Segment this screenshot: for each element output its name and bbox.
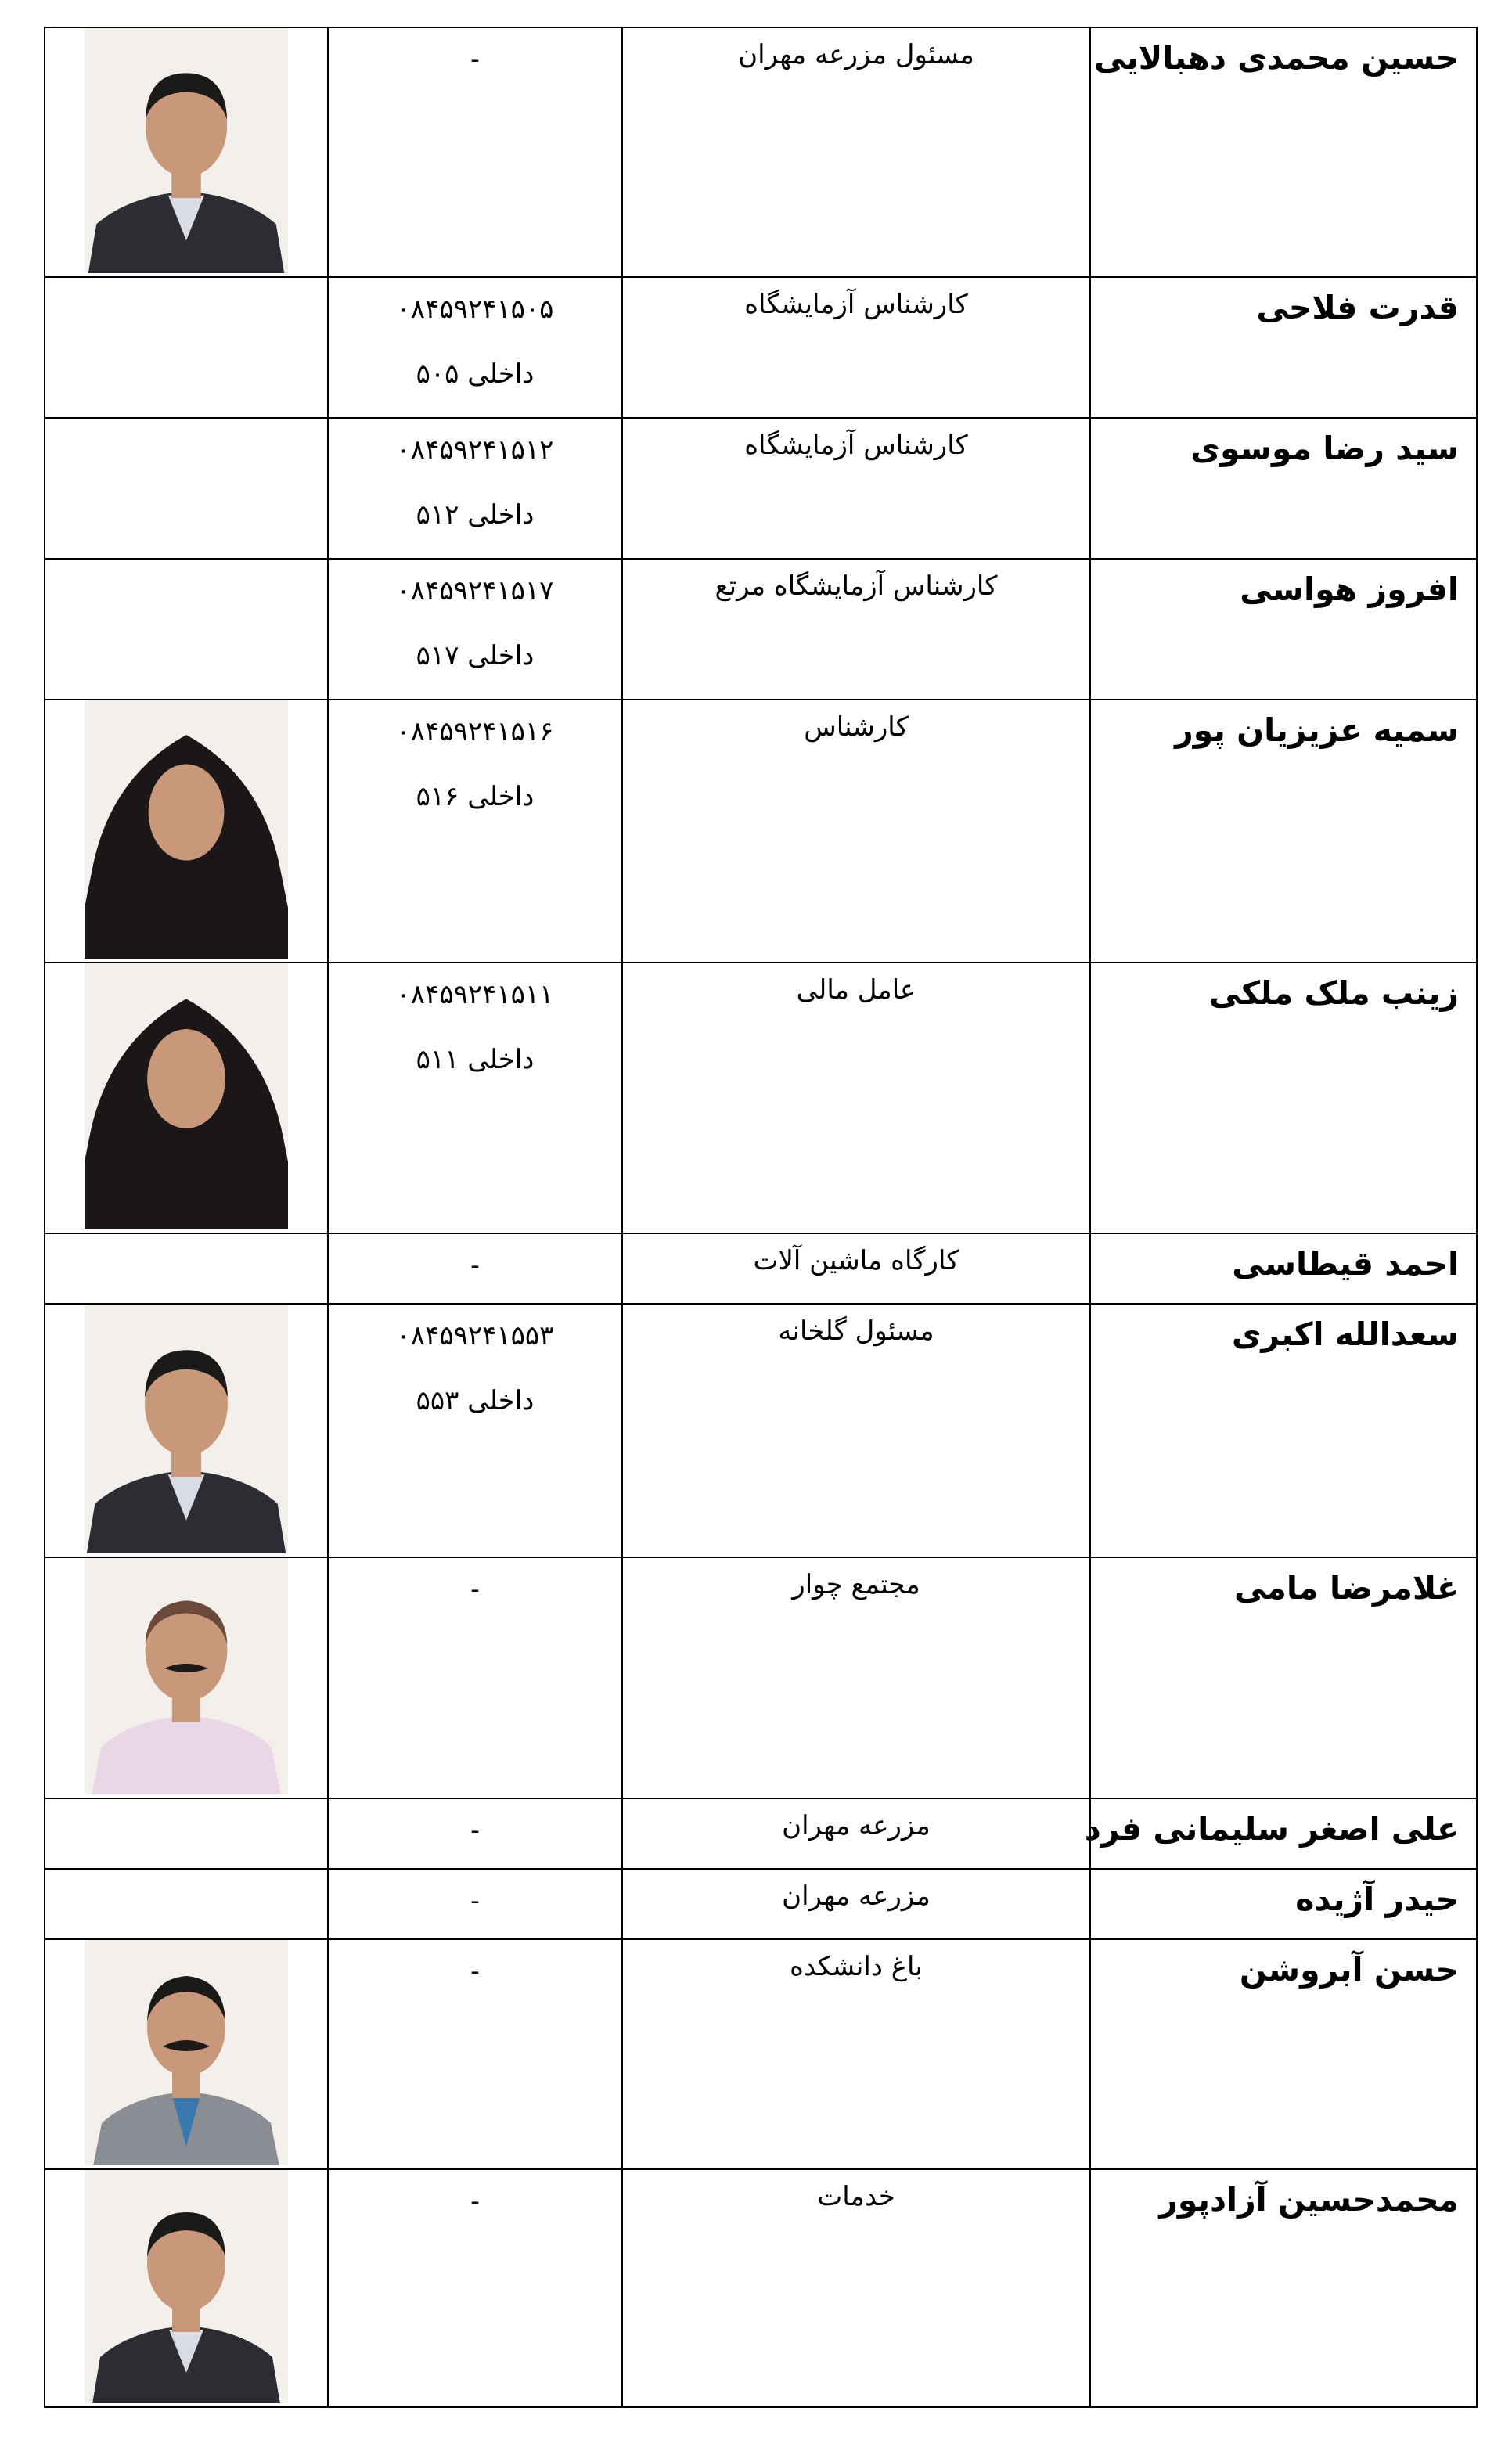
staff-phone-extension: داخلی ۵۱۲ bbox=[416, 499, 535, 531]
staff-name: سید رضا موسوی bbox=[1090, 418, 1477, 559]
staff-role: کارشناس آزمایشگاه مرتع bbox=[622, 559, 1090, 700]
staff-photo bbox=[85, 1558, 288, 1794]
staff-name: سعدالله اکبری bbox=[1090, 1304, 1477, 1557]
staff-name: علی اصغر سلیمانی فرد bbox=[1090, 1798, 1477, 1869]
staff-phone-cell bbox=[328, 1939, 622, 2169]
table-row bbox=[45, 700, 1477, 963]
staff-photo-cell bbox=[45, 2169, 328, 2407]
staff-role: مسئول مزرعه مهران bbox=[622, 27, 1090, 277]
staff-phone-extension: داخلی ۵۵۳ bbox=[416, 1385, 535, 1416]
table-row bbox=[45, 1798, 1477, 1869]
staff-name: محمدحسین آزادپور bbox=[1090, 2169, 1477, 2407]
staff-photo bbox=[85, 28, 288, 273]
staff-name: زینب ملک ملکی bbox=[1090, 963, 1477, 1233]
staff-phone-cell bbox=[328, 1304, 622, 1557]
staff-phone-extension: داخلی ۵۱۷ bbox=[416, 640, 535, 671]
staff-name: حسن آبروشن bbox=[1090, 1939, 1477, 2169]
table-row bbox=[45, 418, 1477, 559]
staff-photo-cell bbox=[45, 963, 328, 1233]
staff-role: کارشناس آزمایشگاه bbox=[622, 277, 1090, 418]
staff-phone-number: ۰۸۴۵۹۲۴۱۵۱۷ bbox=[396, 575, 554, 606]
staff-photo-cell bbox=[45, 1233, 328, 1304]
staff-role: مزرعه مهران bbox=[622, 1869, 1090, 1939]
table-row bbox=[45, 1557, 1477, 1798]
staff-role: کارشناس bbox=[622, 700, 1090, 963]
table-row bbox=[45, 963, 1477, 1233]
staff-phone-extension: داخلی ۵۰۵ bbox=[416, 358, 535, 390]
staff-phone-number: ۰۸۴۵۹۲۴۱۵۵۳ bbox=[396, 1320, 554, 1351]
staff-photo-cell bbox=[45, 277, 328, 418]
staff-photo-cell bbox=[45, 1939, 328, 2169]
staff-role: مسئول گلخانه bbox=[622, 1304, 1090, 1557]
staff-phone-number: ۰۸۴۵۹۲۴۱۵۱۱ bbox=[396, 979, 554, 1010]
staff-photo bbox=[85, 700, 288, 959]
staff-photo bbox=[85, 963, 288, 1229]
staff-role: مزرعه مهران bbox=[622, 1798, 1090, 1869]
staff-name: احمد قیطاسی bbox=[1090, 1233, 1477, 1304]
staff-phone-number: ۰۸۴۵۹۲۴۱۵۰۵ bbox=[396, 293, 554, 325]
staff-photo-cell bbox=[45, 27, 328, 277]
staff-phone-extension: داخلی ۵۱۱ bbox=[416, 1044, 535, 1075]
staff-photo-cell bbox=[45, 559, 328, 700]
table-row bbox=[45, 1939, 1477, 2169]
staff-name: سمیه عزیزیان پور bbox=[1090, 700, 1477, 963]
staff-phone-number: - bbox=[470, 1574, 480, 1605]
staff-role: مجتمع چوار bbox=[622, 1557, 1090, 1798]
staff-role: عامل مالی bbox=[622, 963, 1090, 1233]
staff-role: کارگاه ماشین آلات bbox=[622, 1233, 1090, 1304]
staff-photo bbox=[85, 2170, 288, 2403]
staff-phone-number: - bbox=[470, 1815, 480, 1846]
table-row bbox=[45, 559, 1477, 700]
staff-directory-table bbox=[44, 27, 1478, 2408]
staff-phone-number: - bbox=[470, 1885, 480, 1917]
staff-name: حسین محمدی دهبالایی bbox=[1090, 27, 1477, 277]
staff-phone-number: ۰۸۴۵۹۲۴۱۵۱۲ bbox=[396, 434, 554, 466]
table-row bbox=[45, 2169, 1477, 2407]
staff-photo-cell bbox=[45, 1304, 328, 1557]
staff-name: غلامرضا مامی bbox=[1090, 1557, 1477, 1798]
staff-name: افروز هواسی bbox=[1090, 559, 1477, 700]
staff-phone-cell bbox=[328, 1557, 622, 1798]
staff-phone-cell bbox=[328, 1798, 622, 1869]
staff-phone-number: ۰۸۴۵۹۲۴۱۵۱۶ bbox=[396, 716, 554, 747]
staff-phone-number: - bbox=[470, 2186, 480, 2217]
staff-phone-cell bbox=[328, 277, 622, 418]
staff-phone-number: - bbox=[470, 1956, 480, 1987]
staff-phone-cell bbox=[328, 1869, 622, 1939]
staff-photo bbox=[85, 1940, 288, 2165]
staff-photo bbox=[85, 1305, 288, 1553]
table-row bbox=[45, 277, 1477, 418]
staff-phone-extension: داخلی ۵۱۶ bbox=[416, 781, 535, 812]
staff-phone-number: - bbox=[470, 1250, 480, 1281]
staff-role: باغ دانشکده bbox=[622, 1939, 1090, 2169]
staff-phone-cell bbox=[328, 27, 622, 277]
staff-photo-cell bbox=[45, 1869, 328, 1939]
staff-rows bbox=[45, 27, 1477, 2407]
table-row bbox=[45, 1233, 1477, 1304]
staff-phone-cell bbox=[328, 700, 622, 963]
staff-phone-cell bbox=[328, 2169, 622, 2407]
staff-photo-cell bbox=[45, 1798, 328, 1869]
staff-phone-number: - bbox=[470, 44, 480, 75]
staff-name: حیدر آژیده bbox=[1090, 1869, 1477, 1939]
table-row bbox=[45, 1304, 1477, 1557]
staff-photo-cell bbox=[45, 418, 328, 559]
staff-phone-cell bbox=[328, 559, 622, 700]
table-row bbox=[45, 27, 1477, 277]
table-row bbox=[45, 1869, 1477, 1939]
staff-role: خدمات bbox=[622, 2169, 1090, 2407]
staff-name: قدرت فلاحی bbox=[1090, 277, 1477, 418]
staff-photo-cell bbox=[45, 700, 328, 963]
staff-phone-cell bbox=[328, 418, 622, 559]
staff-phone-cell bbox=[328, 963, 622, 1233]
staff-phone-cell bbox=[328, 1233, 622, 1304]
staff-role: کارشناس آزمایشگاه bbox=[622, 418, 1090, 559]
staff-photo-cell bbox=[45, 1557, 328, 1798]
